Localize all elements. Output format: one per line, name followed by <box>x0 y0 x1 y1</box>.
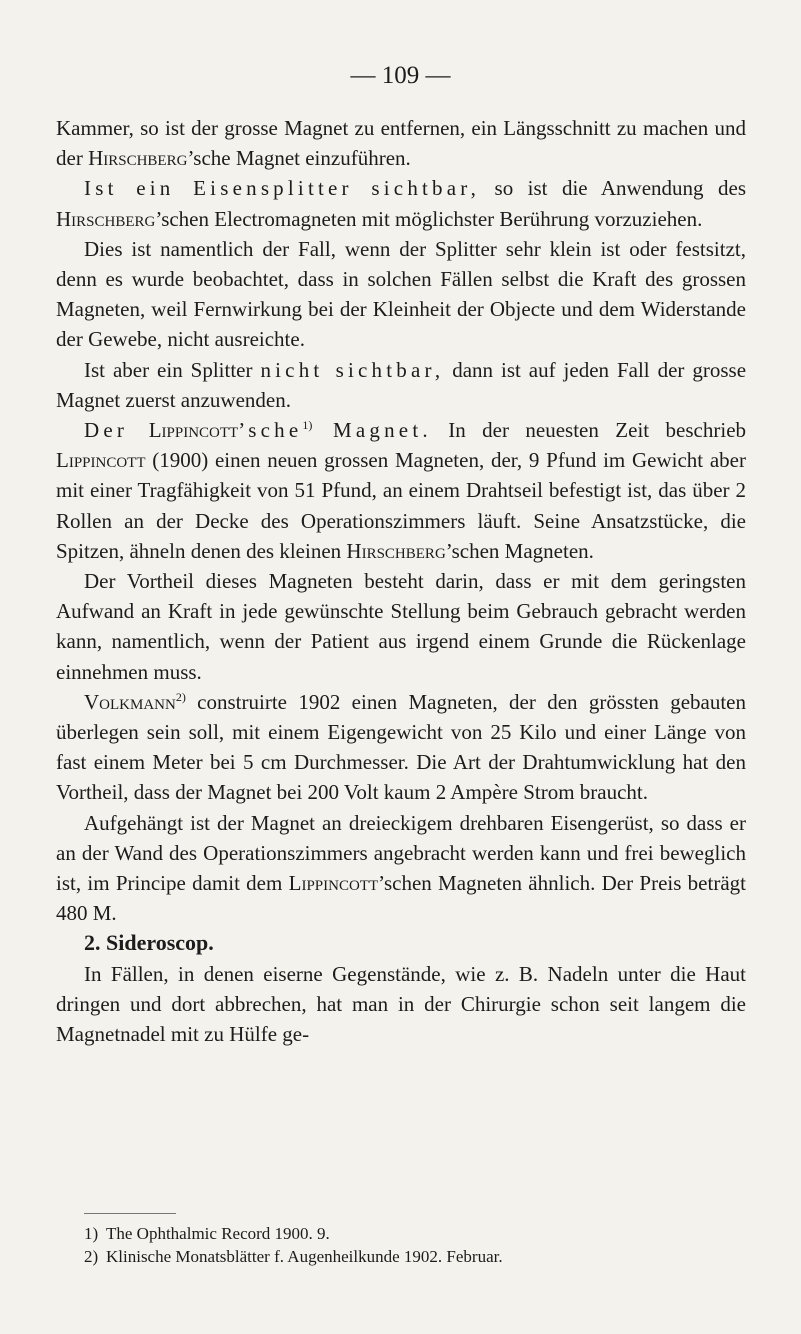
text-run: Kammer, so ist der grosse Magnet zu entfernen, ein Längsschnitt zu machen und der <box>56 116 746 171</box>
section-heading: 2. Sideroscop. <box>84 930 214 956</box>
paragraph-7 <box>56 687 746 808</box>
footnote-ref: 2) <box>175 689 186 704</box>
footnote-1 <box>84 1222 744 1245</box>
paragraph-6: Der Vortheil dieses Magneten besteht darin, dass er mit dem geringsten Aufwand an Kraft in jede gewünschte Stellung beim Gebrauch gebracht werden kann, namentlich, wenn der Patient aus irgend einem Grunde die Rückenlage einnehmen muss. <box>56 569 746 684</box>
spaced-emphasis: Der <box>84 418 149 443</box>
footnote-text: Klinische Monatsblätter f. Augenheilkunde 1902. Februar. <box>106 1247 503 1266</box>
spaced-emphasis: nicht sichtbar, <box>260 357 445 382</box>
footnote-ref: 1) <box>302 418 313 433</box>
footnote-divider <box>84 1213 176 1214</box>
author-name: Hirschberg <box>88 146 188 171</box>
footnotes <box>84 1222 744 1268</box>
paragraph-4 <box>56 355 746 415</box>
author-name: Lippincott <box>288 871 379 896</box>
footnote-2 <box>84 1245 744 1268</box>
text-run: construirte 1902 einen Magneten, der den grössten gebauten überlegen sein soll, mit einem Eigengewicht von 25 Kilo und einer Länge von fast einem Meter bei 5 cm Durchmesser. Die Art der Drahtumwicklung hat den Vortheil, dass der Magnet bei 200 Volt kaum 2 Ampère Strom braucht. <box>56 689 746 805</box>
paragraph-8 <box>56 808 746 929</box>
text-run: ’schen Magneten. <box>445 538 594 563</box>
author-name: Volkmann <box>84 689 176 714</box>
spaced-emphasis: ’sche <box>238 418 303 443</box>
text-run: ’sche Magnet einzuführen. <box>187 146 411 171</box>
author-name: Lippincott <box>56 448 146 473</box>
spaced-emphasis: Magnet. <box>312 418 432 443</box>
text-run: dann ist auf jeden Fall der grosse Magnet zuerst anzuwenden. <box>56 357 747 412</box>
text-run: ’schen Electromagneten mit möglichster Berührung vorzuziehen. <box>155 206 703 231</box>
text-run: ’schen Magneten ähnlich. Der Preis beträgt 480 M. <box>56 871 746 926</box>
footnote-text: The Ophthalmic Record 1900. 9. <box>106 1224 330 1243</box>
page-number: — 109 — <box>350 62 451 89</box>
paragraph-5 <box>56 415 746 566</box>
author-name: Hirschberg <box>346 538 446 563</box>
text-run: (1900) einen neuen grossen Magneten, der, 9 Pfund im Gewicht aber mit einer Tragfähigkeit von 51 Pfund, an einem Drahtseil befestigt ist, das über 2 Rollen an der Decke des Operationszimmers läuft. Seine Ansatzstücke, die Spitzen, ähneln denen des kleinen <box>56 448 746 563</box>
paragraph-9: In Fällen, in denen eiserne Gegenstände, wie z. B. Nadeln unter die Haut dringen und dort abbrechen, hat man in der Chirurgie schon seit langem die Magnetnadel mit zu Hülfe ge- <box>56 961 746 1047</box>
footnote-number: 2) <box>84 1247 99 1266</box>
paragraph-3: Dies ist namentlich der Fall, wenn der Splitter sehr klein ist oder festsitzt, denn es wurde beobachtet, dass in solchen Fällen selbst die Kraft des grossen Magneten, weil Fernwirkung bei der Kleinheit der Objecte und dem Widerstande der Gewebe, nicht ausreichte. <box>56 236 746 352</box>
text-run: In der neuesten Zeit beschrieb <box>431 418 747 443</box>
text-run: Ist aber ein Splitter <box>84 357 261 382</box>
body-text <box>56 113 746 1049</box>
spaced-emphasis: Ist ein Eisensplitter sichtbar, <box>84 176 481 201</box>
author-name: Lippincott <box>148 418 239 443</box>
text-run: Aufgehängt ist der Magnet an dreieckigem drehbaren Eisengerüst, so dass er an der Wand des Operationszimmers angebracht werden kann und frei beweglich ist, im Principe damit dem <box>56 810 746 896</box>
text-run: so ist die Anwendung des <box>480 176 746 201</box>
author-name: Hirschberg <box>56 206 156 231</box>
paragraph-1 <box>56 113 746 173</box>
paragraph-2 <box>56 173 746 233</box>
footnote-number: 1) <box>84 1224 99 1243</box>
